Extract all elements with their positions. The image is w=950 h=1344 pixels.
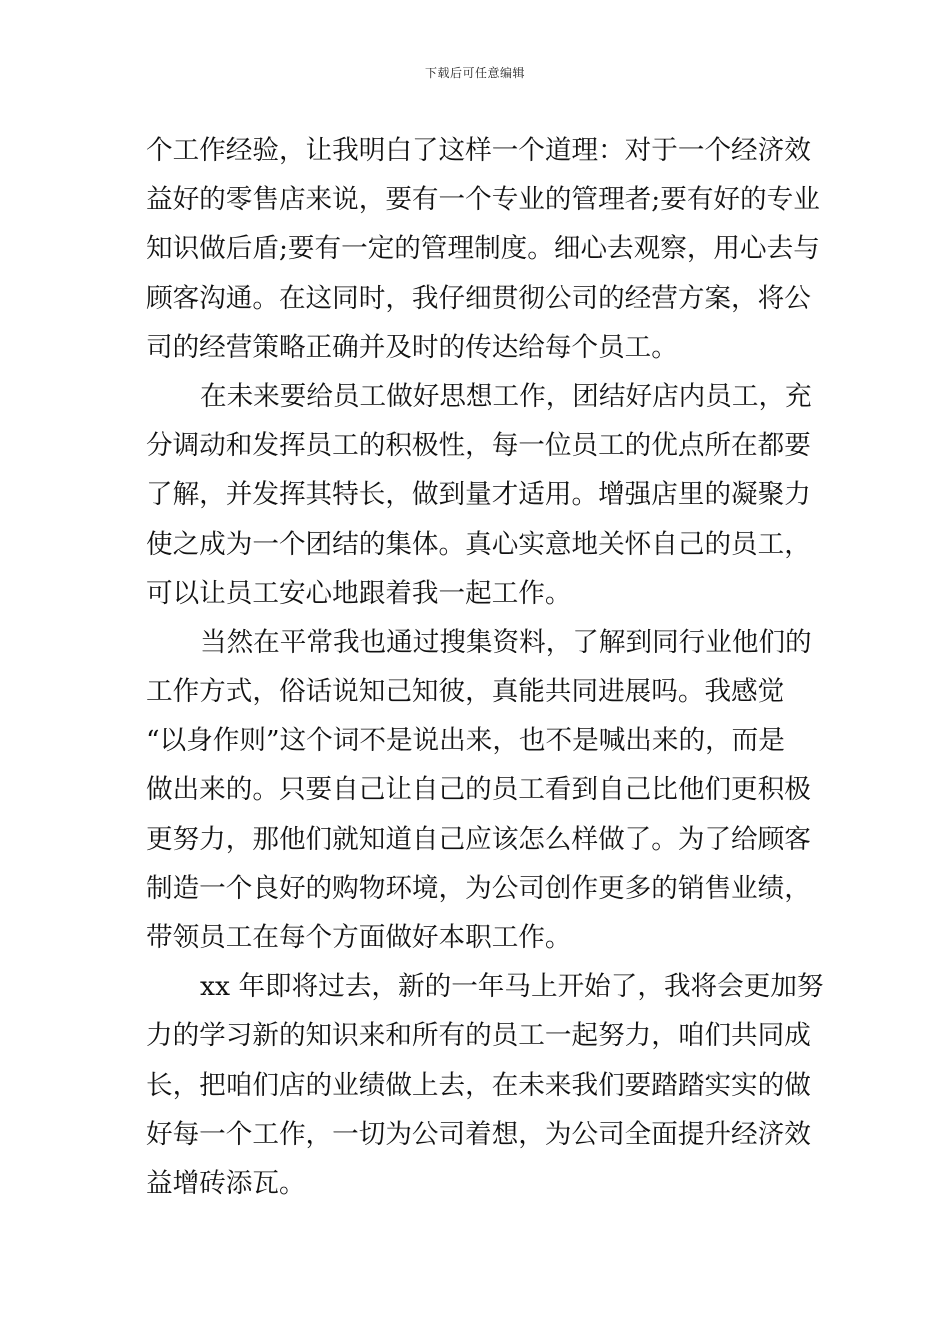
text-line: “以身作则”这个词不是说出来，也不是喊出来的，而是 xyxy=(146,725,785,757)
text-line: 个工作经验，让我明白了这样一个道理：对于一个经济效 xyxy=(146,135,811,166)
text-line: 益好的零售店来说，要有一个专业的管理者;要有好的专业 xyxy=(146,184,820,216)
paragraph-first-line: xx 年即将过去，新的一年马上开始了，我将会更加努 xyxy=(200,971,824,1003)
text-line: 长，把咱们店的业绩做上去，在未来我们要踏踏实实的做 xyxy=(146,1069,811,1101)
text-line: 工作方式，俗话说知己知彼，真能共同进展吗。我感觉 xyxy=(146,676,785,708)
text-line: 司的经营策略正确并及时的传达给每个员工。 xyxy=(146,331,678,363)
text-line: 做出来的。只要自己让自己的员工看到自己比他们更积极 xyxy=(146,774,811,806)
text-line: 可以让员工安心地跟着我一起工作。 xyxy=(146,577,572,609)
text-line: 带领员工在每个方面做好本职工作。 xyxy=(146,922,572,953)
text-line: 使之成为一个团结的集体。真心实意地关怀自己的员工， xyxy=(146,528,811,560)
text-line: 顾客沟通。在这同时，我仔细贯彻公司的经营方案，将公 xyxy=(146,282,811,314)
text-line: 知识做后盾;要有一定的管理制度。细心去观察，用心去与 xyxy=(146,233,820,265)
paragraph-first-line: 在未来要给员工做好思想工作，团结好店内员工，充 xyxy=(200,380,812,412)
text-line: 了解，并发挥其特长，做到量才适用。增强店里的凝聚力 xyxy=(146,479,811,511)
text-line: 制造一个良好的购物环境，为公司创作更多的销售业绩， xyxy=(146,872,811,904)
text-line: 更努力，那他们就知道自己应该怎么样做了。为了给顾客 xyxy=(146,823,811,855)
text-line: 好每一个工作，一切为公司着想，为公司全面提升经济效 xyxy=(146,1118,811,1150)
text-line: 力的学习新的知识来和所有的员工一起努力，咱们共同成 xyxy=(146,1020,811,1052)
paragraph-first-line: 当然在平常我也通过搜集资料，了解到同行业他们的 xyxy=(200,626,812,658)
body-text xyxy=(146,126,824,1208)
header-note: 下载后可任意编辑 xyxy=(424,66,525,80)
text-line: 分调动和发挥员工的积极性，每一位员工的优点所在都要 xyxy=(146,430,811,462)
text-line: 益增砖添瓦。 xyxy=(146,1167,306,1199)
